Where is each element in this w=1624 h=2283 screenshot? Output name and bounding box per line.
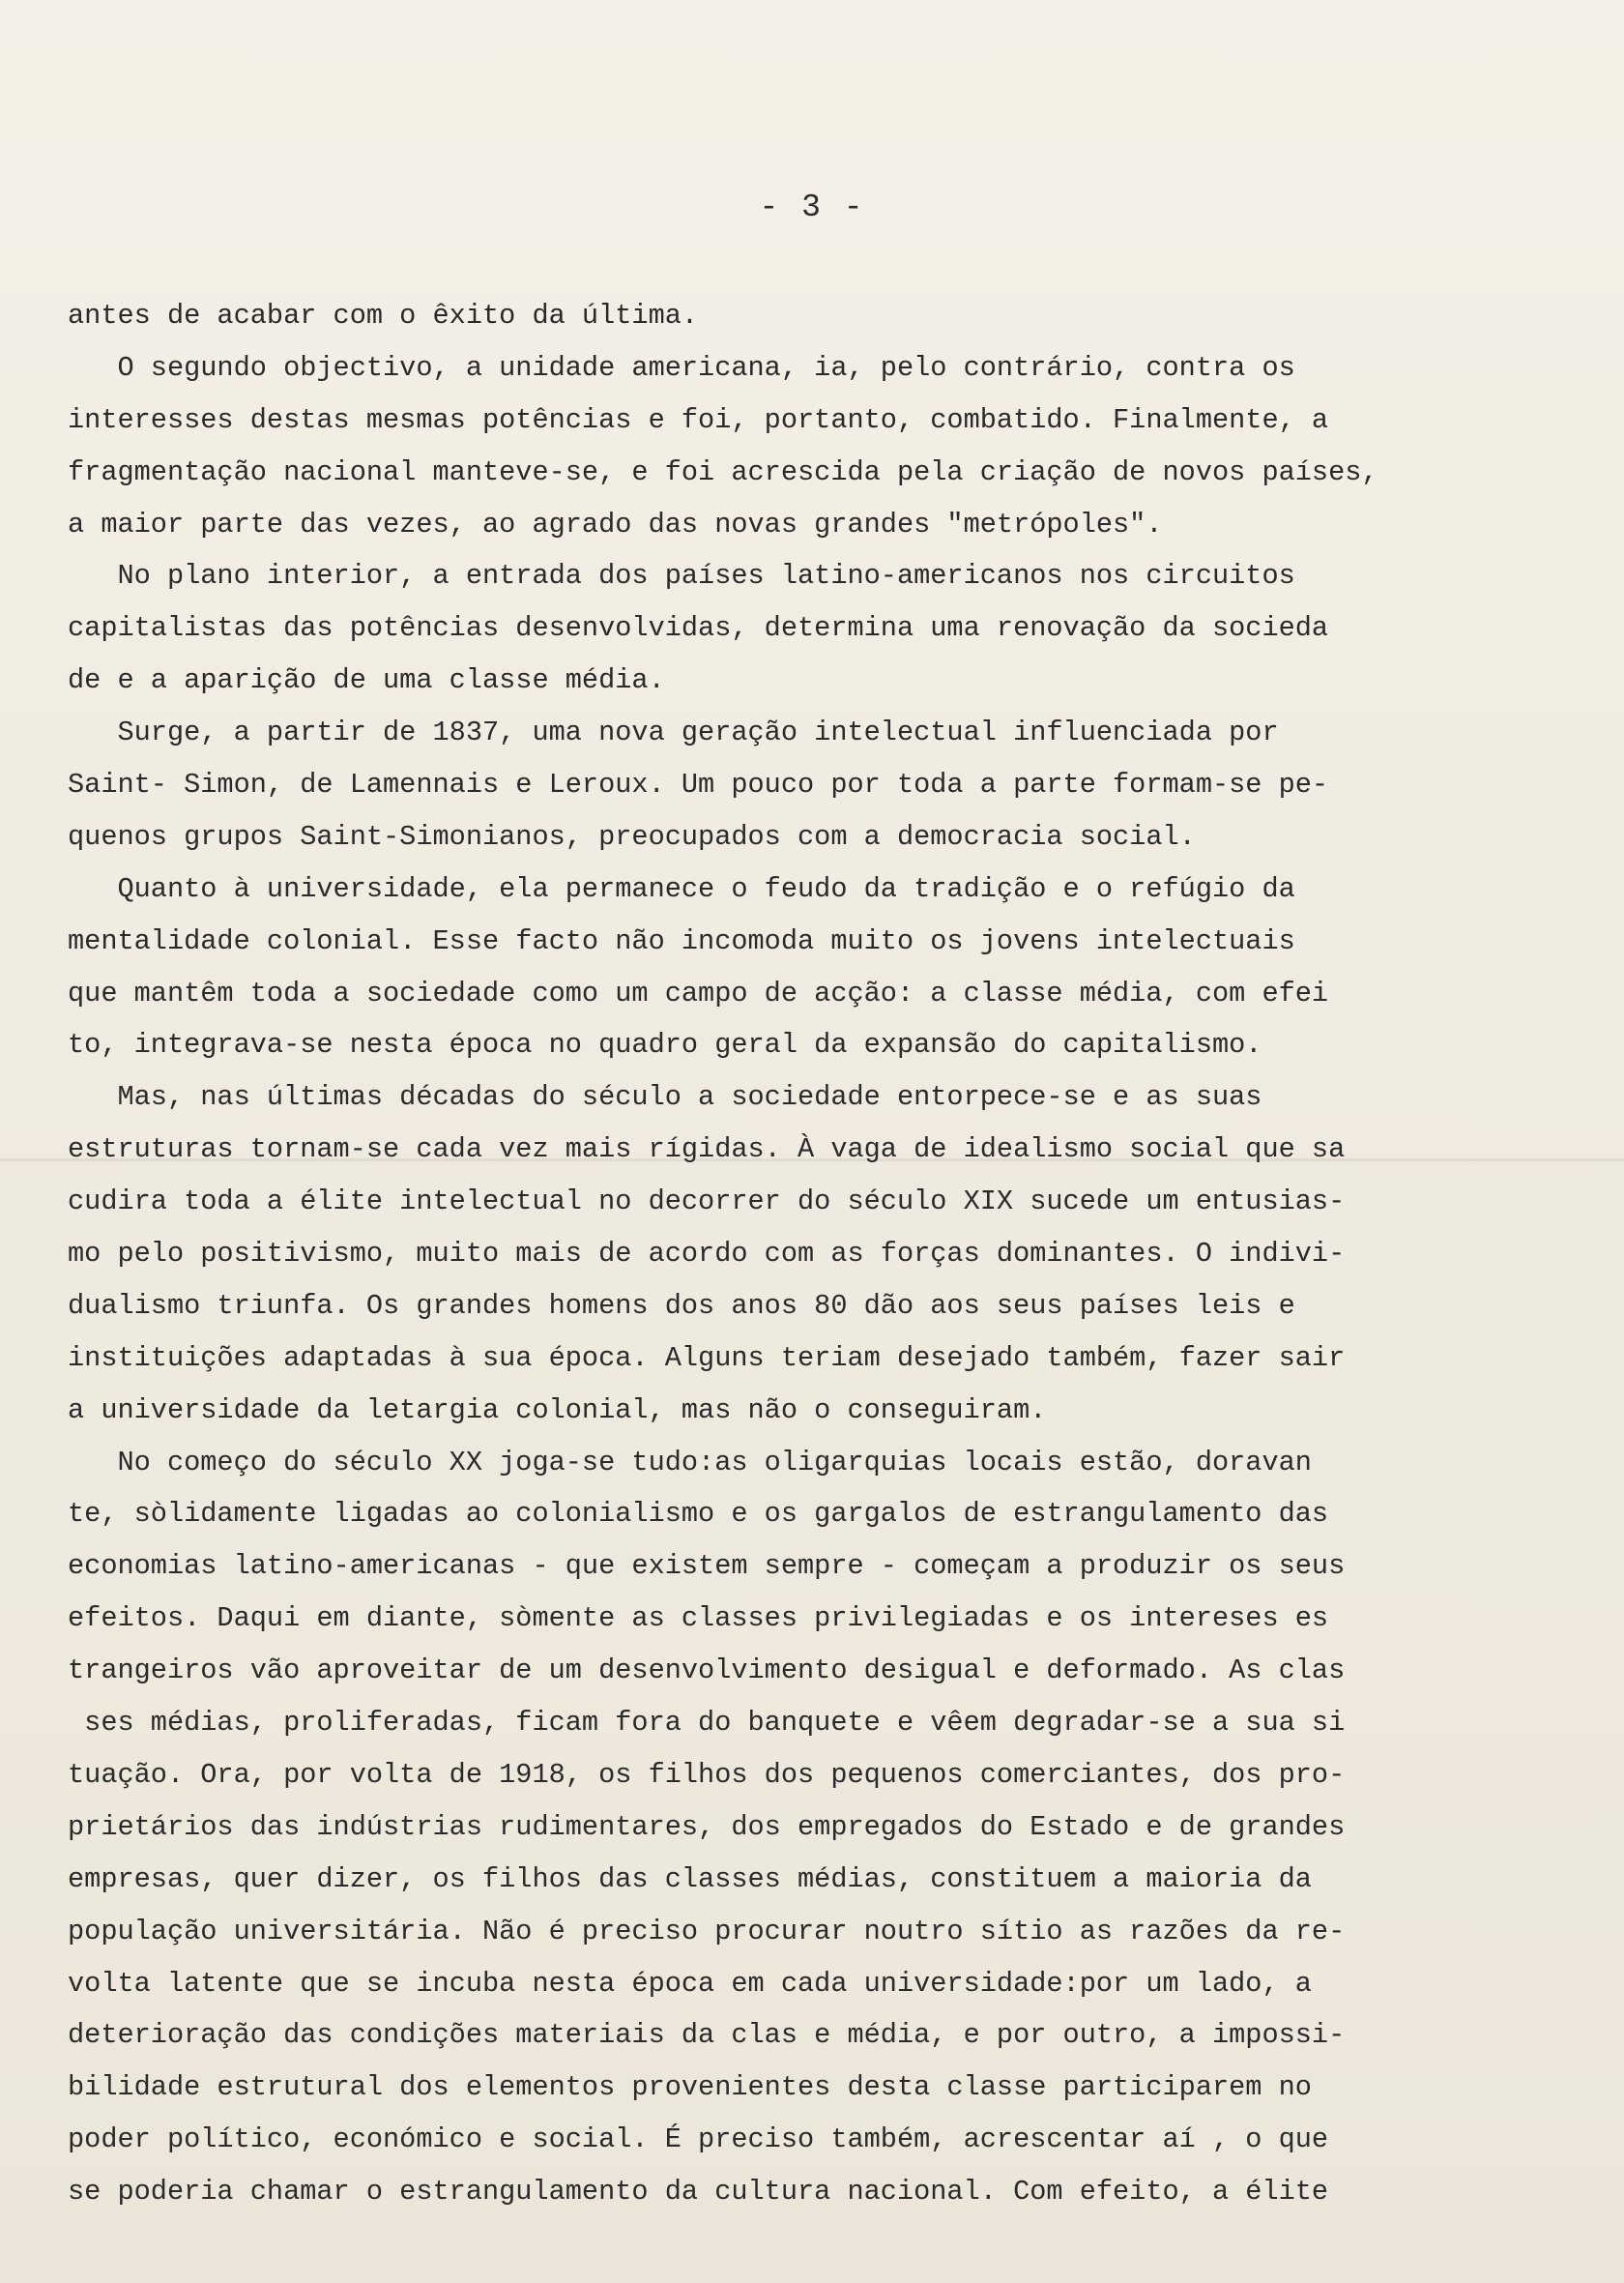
text-line: O segundo objectivo, a unidade americana, ia, pelo contrário, contra os — [68, 351, 1295, 384]
text-line: a maior parte das vezes, ao agrado das novas grandes "metrópoles". — [68, 508, 1163, 541]
typewritten-body — [68, 290, 1595, 2218]
text-line: mo pelo positivismo, muito mais de acordo com as forças dominantes. O indivi- — [68, 1238, 1346, 1271]
text-line: que mantêm toda a sociedade como um campo de acção: a classe média, com efei — [68, 977, 1329, 1010]
text-line: se poderia chamar o estrangulamento da cultura nacional. Com efeito, a élite — [68, 2176, 1329, 2209]
text-line: instituições adaptadas à sua época. Alguns teriam desejado também, fazer sair — [68, 1341, 1346, 1374]
text-line: quenos grupos Saint-Simonianos, preocupados com a democracia social. — [68, 820, 1196, 853]
text-line: to, integrava-se nesta época no quadro geral da expansão do capitalismo. — [68, 1029, 1262, 1062]
text-line: população universitária. Não é preciso procurar noutro sítio as razões da re- — [68, 1915, 1346, 1947]
text-line: volta latente que se incuba nesta época em cada universidade:por um lado, a — [68, 1967, 1312, 2000]
text-line: trangeiros vão aproveitar de um desenvolvimento desigual e deformado. As clas — [68, 1654, 1346, 1687]
text-line: mentalidade colonial. Esse facto não incomoda muito os jovens intelectuais — [68, 924, 1295, 957]
text-line: fragmentação nacional manteve-se, e foi acrescida pela criação de novos países, — [68, 455, 1378, 488]
text-line: bilidade estrutural dos elementos provenientes desta classe participarem no — [68, 2071, 1312, 2104]
text-line: cudira toda a élite intelectual no decorrer do século XIX sucede um entusias- — [68, 1185, 1346, 1218]
text-line: tuação. Ora, por volta de 1918, os filhos dos pequenos comerciantes, dos pro- — [68, 1758, 1346, 1791]
text-line: ses médias, proliferadas, ficam fora do banquete e vêem degradar-se a sua si — [68, 1707, 1346, 1740]
text-line: te, sòlidamente ligadas ao colonialismo e os gargalos de estrangulamento das — [68, 1498, 1329, 1531]
text-line: empresas, quer dizer, os filhos das classes médias, constituem a maioria da — [68, 1862, 1312, 1895]
text-line: No plano interior, a entrada dos países latino-americanos nos circuitos — [68, 560, 1295, 593]
text-line: poder político, económico e social. É preciso também, acrescentar aí , o que — [68, 2123, 1329, 2156]
text-line: antes de acabar com o êxito da última. — [68, 300, 699, 332]
text-line: estruturas tornam-se cada vez mais rígidas. À vaga de idealismo social que sa — [68, 1133, 1346, 1166]
text-line: No começo do século XX joga-se tudo:as oligarquias locais estão, doravan — [68, 1446, 1312, 1478]
text-line: economias latino-americanas - que existem sempre - começam a produzir os seus — [68, 1550, 1346, 1583]
text-line: Saint- Simon, de Lamennais e Leroux. Um pouco por toda a parte formam-se pe- — [68, 769, 1329, 802]
text-line: interesses destas mesmas potências e foi, portanto, combatido. Finalmente, a — [68, 403, 1329, 436]
text-line: Mas, nas últimas décadas do século a sociedade entorpece-se e as suas — [68, 1081, 1262, 1114]
text-line: capitalistas das potências desenvolvidas, determina uma renovação da socieda — [68, 612, 1329, 645]
text-line: a universidade da letargia colonial, mas não o conseguiram. — [68, 1393, 1047, 1426]
text-line: de e a aparição de uma classe média. — [68, 664, 665, 697]
text-line: Surge, a partir de 1837, uma nova geração intelectual influenciada por — [68, 717, 1279, 749]
text-line: Quanto à universidade, ela permanece o feudo da tradição e o refúgio da — [68, 872, 1295, 905]
text-line: deterioração das condições materiais da clas e média, e por outro, a impossi- — [68, 2019, 1346, 2052]
text-line: efeitos. Daqui em diante, sòmente as classes privilegiadas e os intereses es — [68, 1602, 1329, 1635]
text-line: dualismo triunfa. Os grandes homens dos anos 80 dão aos seus países leis e — [68, 1289, 1295, 1322]
page-number: - 3 - — [759, 190, 865, 225]
text-line: prietários das indústrias rudimentares, dos empregados do Estado e de grandes — [68, 1810, 1346, 1843]
